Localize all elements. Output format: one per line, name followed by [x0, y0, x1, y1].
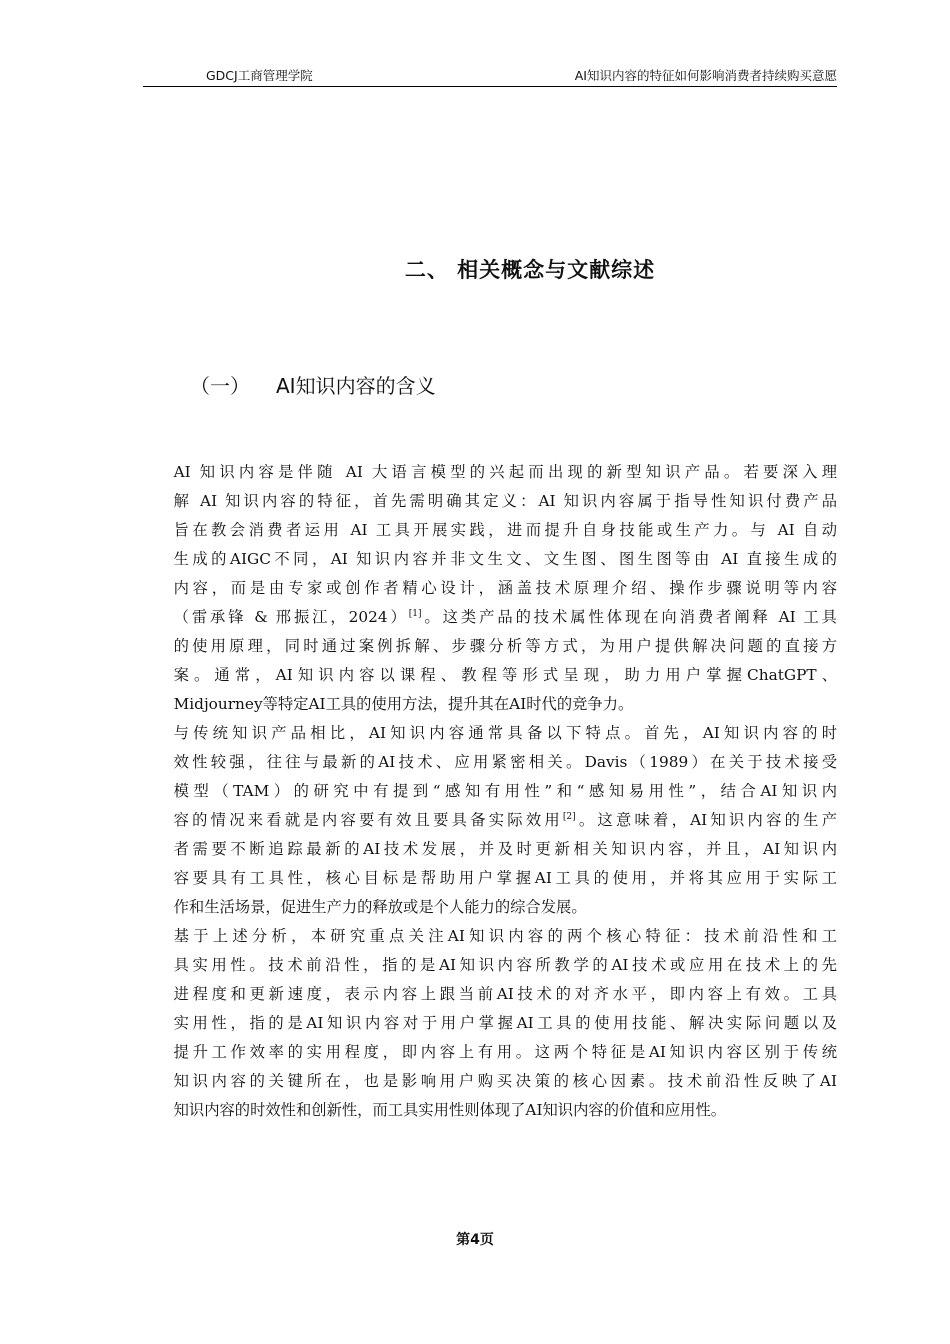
- citation-ref-1: [1]: [408, 608, 422, 619]
- header-paper-title: AI知识内容的特征如何影响消费者持续购买意愿: [574, 68, 837, 83]
- text-line: 具实用性。技术前沿性，指的是AI知识内容所教学的AI技术或应用在技术上的先: [173, 956, 837, 974]
- text-line: [143, 806, 837, 835]
- text-line: 旨在教会消费者运用 AI 工具开展实践，进而提升自身技能或生产力。与 AI 自动: [173, 521, 837, 539]
- header-school: GDCJ工商管理学院: [206, 68, 313, 83]
- text-line: AI 知识内容是伴随 AI 大语言模型的兴起而出现的新型知识产品。若要深入理: [173, 463, 837, 481]
- text-line: 的使用原理，同时通过案例拆解、步骤分析等方式，为用户提供解决问题的直接方: [173, 637, 837, 655]
- text-line: 效性较强，往往与最新的AI技术、应用紧密相关。Davis（1989）在关于技术接受: [173, 753, 837, 771]
- text-line: 案。通常，AI知识内容以课程、教程等形式呈现，助力用户掌握ChatGPT、: [173, 666, 837, 684]
- page-number: 第4页: [456, 1232, 494, 1248]
- page-header: [143, 66, 837, 87]
- text-line: 知识内容的关键所在，也是影响用户购买决策的核心因素。技术前沿性反映了AI: [173, 1072, 837, 1090]
- text-line: 者需要不断追踪最新的AI技术发展，并及时更新相关知识内容，并且，AI知识内: [173, 840, 837, 858]
- section-heading: [190, 370, 436, 399]
- text-line: 内容，而是由专家或创作者精心设计，涵盖技术原理介绍、操作步骤说明等内容: [173, 579, 837, 597]
- paragraph-1: [143, 458, 837, 719]
- chapter-title: 二、 相关概念与文献综述: [404, 258, 656, 282]
- citation-ref-2: [2]: [562, 811, 576, 822]
- text-line-tail: 。这类产品的技术属性体现在向消费者阐释 AI 工具: [421, 608, 837, 626]
- section-title: AI知识内容的含义: [276, 374, 436, 398]
- text-line-tail: 。这意味着，AI知识内容的生产: [575, 811, 837, 829]
- paragraph-3: [143, 922, 837, 1125]
- text-line: 知识内容的时效性和创新性，而工具实用性则体现了AI知识内容的价值和应用性。: [173, 1101, 727, 1119]
- text-line: Midjourney等特定AI工具的使用方法，提升其在AI时代的竞争力。: [173, 695, 634, 713]
- text-line-head: 容的情况来看就是内容要有效且要具备实际效用: [173, 811, 563, 829]
- text-line: 容要具有工具性，核心目标是帮助用户掌握AI工具的使用，并将其应用于实际工: [173, 869, 837, 887]
- text-line: 作和生活场景，促进生产力的释放或是个人能力的综合发展。: [173, 898, 587, 916]
- body-text: [143, 458, 837, 1125]
- paragraph-2: [143, 719, 837, 922]
- text-line: 与传统知识产品相比，AI知识内容通常具备以下特点。首先，AI知识内容的时: [173, 724, 837, 742]
- section-number: （一）: [190, 374, 250, 398]
- text-line: 实用性，指的是AI知识内容对于用户掌握AI工具的使用技能、解决实际问题以及: [173, 1014, 837, 1032]
- citation-text: （雷承锋 & 邢振江，2024）: [173, 608, 409, 626]
- text-line: 基于上述分析，本研究重点关注AI知识内容的两个核心特征：技术前沿性和工: [173, 927, 837, 945]
- text-line: 进程度和更新速度，表示内容上跟当前AI技术的对齐水平，即内容上有效。工具: [173, 985, 837, 1003]
- text-line: [143, 603, 837, 632]
- text-line: 提升工作效率的实用程度，即内容上有用。这两个特征是AI知识内容区别于传统: [173, 1043, 837, 1061]
- text-line: 生成的AIGC不同，AI 知识内容并非文生文、文生图、图生图等由 AI 直接生成的: [173, 550, 837, 568]
- text-line: 模型（TAM）的研究中有提到“感知有用性”和“感知易用性”，结合AI知识内: [173, 782, 837, 800]
- text-line: 解 AI 知识内容的特征，首先需明确其定义：AI 知识内容属于指导性知识付费产品: [173, 492, 837, 510]
